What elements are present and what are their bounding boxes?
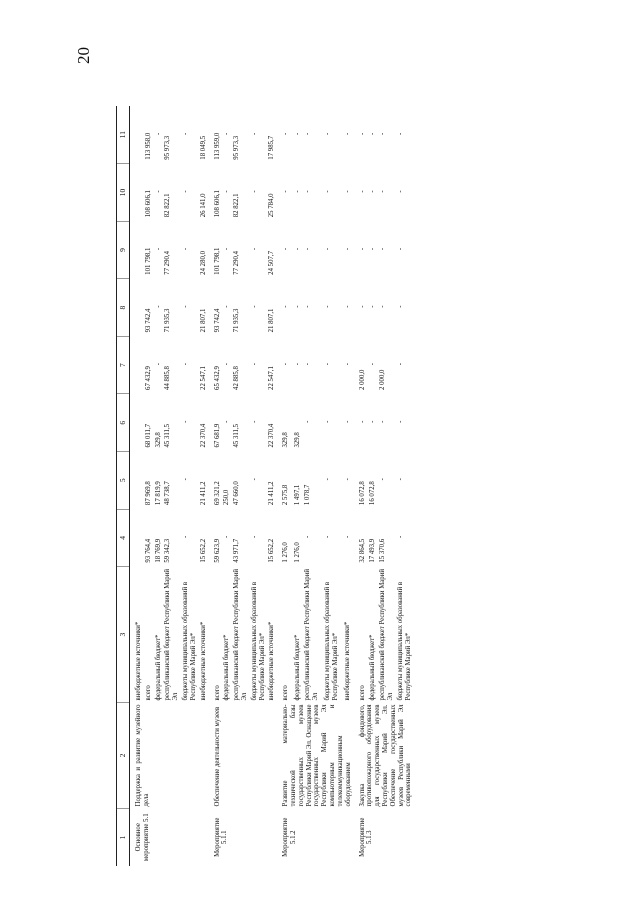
amount-cell bbox=[130, 164, 144, 222]
table-header bbox=[117, 106, 130, 866]
amount-cell: - bbox=[304, 190, 312, 193]
amount-cell: - bbox=[397, 132, 404, 135]
amount-cell: - bbox=[250, 132, 258, 135]
amount-cell: 68 011,7 bbox=[144, 423, 152, 448]
table-body bbox=[130, 106, 415, 866]
amount-cell: 108 606,1 bbox=[144, 190, 152, 218]
amount-cell: - bbox=[304, 305, 312, 308]
amount-cell: 95 973,3 bbox=[164, 135, 172, 160]
amount-cell: - bbox=[282, 363, 290, 366]
amount-cell: 329,8 bbox=[293, 432, 301, 448]
column-header-8: 8 bbox=[117, 279, 130, 337]
funding-source: республиканский бюджет Республики Марий Эл bbox=[233, 569, 248, 701]
amount-cell: - bbox=[223, 535, 231, 538]
amount-cell: - bbox=[223, 247, 231, 251]
amount-cell: 25 784,0 bbox=[268, 193, 276, 218]
budget-table bbox=[116, 106, 414, 866]
amount-cell: - bbox=[343, 478, 351, 481]
amount-cell: - bbox=[358, 247, 366, 251]
amount-cell: - bbox=[378, 132, 386, 135]
amount-cell bbox=[130, 452, 144, 510]
funding-source: всего bbox=[282, 685, 290, 701]
amount-cell: - bbox=[293, 190, 301, 193]
amount-cell: 45 311,5 bbox=[233, 423, 241, 448]
amount-cell: - bbox=[304, 420, 312, 423]
amount-cell: 113 959,0 bbox=[213, 132, 221, 160]
amount-cell: - bbox=[397, 478, 404, 481]
amount-cell: 77 290,4 bbox=[164, 251, 172, 275]
amount-cell: - bbox=[223, 363, 231, 366]
amount-cell: - bbox=[182, 305, 190, 308]
amount-cell: - bbox=[368, 247, 376, 251]
amount-cell: - bbox=[358, 190, 366, 193]
table-row bbox=[209, 106, 223, 866]
measure-title: Развитие материально-технической базы государственных музеев Республики Марий Эл. Оснащение государственных музеев Республики Марий Эл компьютерным и телекоммуникационным оборудованием bbox=[282, 704, 352, 807]
amount-cell: 43 971,7 bbox=[233, 538, 241, 563]
funding-source: федеральный бюджет* bbox=[223, 634, 231, 701]
amount-cell: - bbox=[293, 247, 301, 251]
amount-cell: 2 000,0 bbox=[358, 369, 366, 390]
funding-source: бюджеты муниципальных образований в Республике Марий Эл* bbox=[182, 581, 197, 701]
amount-cell: - bbox=[304, 363, 312, 366]
amount-cell: - bbox=[182, 420, 190, 423]
amount-cell: - bbox=[304, 132, 312, 135]
amount-cell: - bbox=[368, 420, 376, 423]
amount-cell: 329,8 bbox=[282, 432, 290, 448]
amount-cell: 71 935,3 bbox=[233, 308, 241, 333]
amount-cell: 95 973,3 bbox=[233, 135, 241, 160]
funding-source: республиканский бюджет Республики Марий Эл bbox=[164, 569, 180, 701]
amount-cell: 17 985,7 bbox=[268, 135, 276, 160]
column-header-10: 10 bbox=[117, 164, 130, 222]
amount-cell: 93 742,4 bbox=[213, 308, 221, 333]
funding-source: внебюджетные источники* bbox=[135, 621, 142, 701]
amount-cell: - bbox=[378, 420, 386, 423]
amount-cell: - bbox=[182, 535, 190, 538]
amount-cell: - bbox=[223, 305, 231, 308]
amount-cell bbox=[130, 106, 144, 164]
amount-cell: - bbox=[397, 420, 404, 423]
amount-cell: 16 072,8 bbox=[358, 481, 366, 506]
amount-cell: - bbox=[368, 305, 376, 308]
amount-cell: - bbox=[293, 132, 301, 135]
amount-cell: 24 280,0 bbox=[199, 251, 207, 275]
column-header-3: 3 bbox=[117, 567, 130, 703]
amount-cell: 22 370,4 bbox=[199, 423, 207, 448]
amount-cell: 17 819,9 bbox=[154, 481, 162, 506]
amount-cell bbox=[130, 279, 144, 337]
amount-cell: 329,8 bbox=[154, 432, 162, 448]
amount-cell: - bbox=[324, 247, 331, 251]
amount-cell: - bbox=[182, 190, 190, 193]
amount-cell: 22 370,4 bbox=[268, 423, 276, 448]
amount-cell: - bbox=[223, 420, 231, 423]
funding-source: бюджеты муниципальных образований в Республике Марий Эл* bbox=[324, 581, 339, 701]
amount-cell: - bbox=[282, 190, 290, 193]
amount-cell bbox=[130, 221, 144, 279]
amount-cell: 42 885,8 bbox=[233, 366, 241, 390]
amount-cell: 59 623,9 bbox=[213, 538, 221, 563]
column-header-5: 5 bbox=[117, 452, 130, 510]
amount-cell: - bbox=[358, 420, 366, 423]
amount-cell: - bbox=[343, 363, 351, 366]
funding-source: федеральный бюджет* bbox=[368, 634, 376, 701]
amount-cell: - bbox=[343, 535, 351, 538]
amount-cell: 18 049,5 bbox=[199, 135, 207, 160]
amount-cell: 1 497,1 bbox=[293, 484, 301, 506]
amount-cell bbox=[130, 394, 144, 452]
amount-cell: 2 575,8 bbox=[282, 484, 290, 506]
amount-cell: - bbox=[282, 132, 290, 135]
measure-code: Мероприятие 5.1.3 bbox=[358, 817, 374, 857]
amount-cell: 48 738,7 bbox=[164, 481, 172, 506]
amount-cell: - bbox=[154, 190, 162, 193]
amount-cell: - bbox=[343, 132, 351, 135]
measure-code: Мероприятие 5.1.1 bbox=[213, 817, 229, 857]
column-header-11: 11 bbox=[117, 106, 130, 164]
amount-cell: - bbox=[293, 305, 301, 308]
measure-code: Основное мероприятие 5.1 bbox=[135, 813, 150, 862]
amount-cell: - bbox=[182, 132, 190, 135]
funding-source: внебюджетные источники* bbox=[343, 621, 351, 701]
amount-cell: 2 000,0 bbox=[378, 369, 386, 390]
amount-cell: 87 969,8 bbox=[144, 481, 152, 506]
funding-source: федеральный бюджет* bbox=[293, 634, 301, 701]
amount-cell: - bbox=[304, 247, 312, 251]
amount-cell: 82 822,1 bbox=[233, 193, 241, 218]
amount-cell: - bbox=[154, 247, 162, 251]
amount-cell: 21 411,2 bbox=[268, 481, 276, 506]
amount-cell: - bbox=[397, 535, 404, 538]
amount-cell: - bbox=[250, 363, 258, 366]
budget-table-rotated bbox=[116, 106, 514, 866]
amount-cell: - bbox=[368, 363, 376, 366]
amount-cell: 69 321,2 bbox=[213, 481, 221, 506]
amount-cell: - bbox=[324, 190, 331, 193]
amount-cell: - bbox=[250, 247, 258, 251]
amount-cell: 21 411,2 bbox=[199, 481, 207, 506]
amount-cell: 45 311,5 bbox=[164, 423, 172, 448]
amount-cell: - bbox=[397, 247, 404, 251]
amount-cell: - bbox=[343, 305, 351, 308]
column-header-1: 1 bbox=[117, 808, 130, 866]
amount-cell: 15 652,2 bbox=[268, 538, 276, 563]
funding-source: республиканский бюджет Республики Марий Эл bbox=[304, 569, 320, 701]
table-row bbox=[354, 106, 368, 866]
amount-cell: - bbox=[182, 478, 190, 481]
amount-cell: 250,0 bbox=[223, 489, 231, 506]
amount-cell: 101 798,1 bbox=[144, 247, 152, 275]
amount-cell: 18 769,9 bbox=[154, 538, 162, 563]
amount-cell bbox=[130, 336, 144, 394]
amount-cell: - bbox=[397, 190, 404, 193]
amount-cell: - bbox=[304, 535, 312, 538]
amount-cell: - bbox=[282, 247, 290, 251]
amount-cell: 22 547,1 bbox=[199, 366, 207, 390]
amount-cell: - bbox=[378, 305, 386, 308]
column-header-7: 7 bbox=[117, 336, 130, 394]
funding-source: всего bbox=[144, 685, 152, 701]
page-number: 20 bbox=[74, 47, 93, 64]
amount-cell: 67 432,9 bbox=[144, 366, 152, 390]
amount-cell: - bbox=[324, 363, 331, 366]
amount-cell: - bbox=[223, 190, 231, 193]
amount-cell: - bbox=[343, 420, 351, 423]
amount-cell: 15 370,6 bbox=[378, 538, 386, 563]
table-row bbox=[130, 106, 144, 866]
amount-cell: 93 742,4 bbox=[144, 308, 152, 333]
amount-cell: - bbox=[358, 305, 366, 308]
amount-cell: - bbox=[324, 420, 331, 423]
funding-source: республиканский бюджет Республики Марий Эл bbox=[378, 569, 394, 701]
column-header-2: 2 bbox=[117, 703, 130, 809]
column-header-9: 9 bbox=[117, 221, 130, 279]
amount-cell: - bbox=[324, 305, 331, 308]
amount-cell: 17 493,9 bbox=[368, 538, 376, 563]
amount-cell: 24 507,7 bbox=[268, 251, 276, 275]
amount-cell: 22 547,1 bbox=[268, 366, 276, 390]
column-header-6: 6 bbox=[117, 394, 130, 452]
amount-cell: 44 885,8 bbox=[164, 366, 172, 390]
table-row bbox=[277, 106, 292, 866]
amount-cell: - bbox=[324, 535, 331, 538]
amount-cell: 47 660,0 bbox=[233, 481, 241, 506]
measure-title: Обеспечение деятельности музеев bbox=[213, 706, 221, 807]
amount-cell: - bbox=[250, 478, 258, 481]
amount-cell: - bbox=[378, 478, 386, 481]
amount-cell: - bbox=[343, 190, 351, 193]
funding-source: федеральный бюджет* bbox=[154, 634, 162, 701]
amount-cell: - bbox=[378, 190, 386, 193]
amount-cell: 59 342,3 bbox=[164, 538, 172, 563]
amount-cell: 26 141,0 bbox=[199, 193, 207, 218]
amount-cell: - bbox=[182, 363, 190, 366]
amount-cell: - bbox=[250, 305, 258, 308]
amount-cell: 1 276,0 bbox=[293, 542, 301, 563]
amount-cell: - bbox=[358, 132, 366, 135]
amount-cell: - bbox=[182, 247, 190, 251]
amount-cell: - bbox=[154, 305, 162, 308]
amount-cell: 1 078,7 bbox=[304, 484, 312, 506]
amount-cell: - bbox=[154, 132, 162, 135]
amount-cell: - bbox=[378, 247, 386, 251]
amount-cell: 71 935,3 bbox=[164, 308, 172, 333]
funding-source: всего bbox=[213, 685, 221, 701]
amount-cell: - bbox=[293, 363, 301, 366]
funding-source: всего bbox=[358, 685, 366, 701]
amount-cell: 82 822,1 bbox=[164, 193, 172, 218]
measure-title: Закупка фондового, противопожарного оборудования для государственных музеев Республики Марий Эл. Обеспечение государственных музеев Республики Марий Эл современными bbox=[358, 704, 413, 807]
amount-cell: 101 798,1 bbox=[213, 247, 221, 275]
amount-cell bbox=[130, 509, 144, 567]
amount-cell: - bbox=[250, 535, 258, 538]
funding-source: внебюджетные источники* bbox=[268, 621, 276, 701]
amount-cell: - bbox=[250, 420, 258, 423]
amount-cell: - bbox=[397, 363, 404, 366]
amount-cell: 1 276,0 bbox=[282, 542, 290, 563]
amount-cell: 108 606,1 bbox=[213, 190, 221, 218]
funding-source: бюджеты муниципальных образований в Республике Марий Эл* bbox=[397, 581, 412, 701]
amount-cell: - bbox=[368, 132, 376, 135]
amount-cell: - bbox=[324, 478, 331, 481]
amount-cell: - bbox=[154, 363, 162, 366]
amount-cell: - bbox=[368, 190, 376, 193]
amount-cell: 16 072,8 bbox=[368, 481, 376, 506]
amount-cell: 77 290,4 bbox=[233, 251, 241, 275]
amount-cell: 32 864,5 bbox=[358, 538, 366, 563]
amount-cell: 93 764,4 bbox=[144, 538, 152, 563]
amount-cell: 113 958,0 bbox=[144, 132, 152, 160]
amount-cell: 21 807,1 bbox=[268, 308, 276, 333]
column-header-4: 4 bbox=[117, 509, 130, 567]
funding-source: бюджеты муниципальных образований в Республике Марий Эл* bbox=[250, 581, 266, 701]
amount-cell: - bbox=[343, 247, 351, 251]
amount-cell: - bbox=[282, 305, 290, 308]
amount-cell: - bbox=[397, 305, 404, 308]
amount-cell: 15 652,2 bbox=[199, 538, 207, 563]
funding-source: внебюджетные источники* bbox=[199, 621, 207, 701]
amount-cell: - bbox=[324, 132, 331, 135]
measure-title: Поддержка и развитие музейного дела bbox=[135, 704, 150, 807]
amount-cell: 67 681,9 bbox=[213, 423, 221, 448]
amount-cell: - bbox=[223, 132, 231, 135]
amount-cell: 21 807,1 bbox=[199, 308, 207, 333]
measure-code: Мероприятие 5.1.2 bbox=[282, 817, 297, 857]
amount-cell: - bbox=[250, 190, 258, 193]
amount-cell: 65 432,9 bbox=[213, 366, 221, 390]
